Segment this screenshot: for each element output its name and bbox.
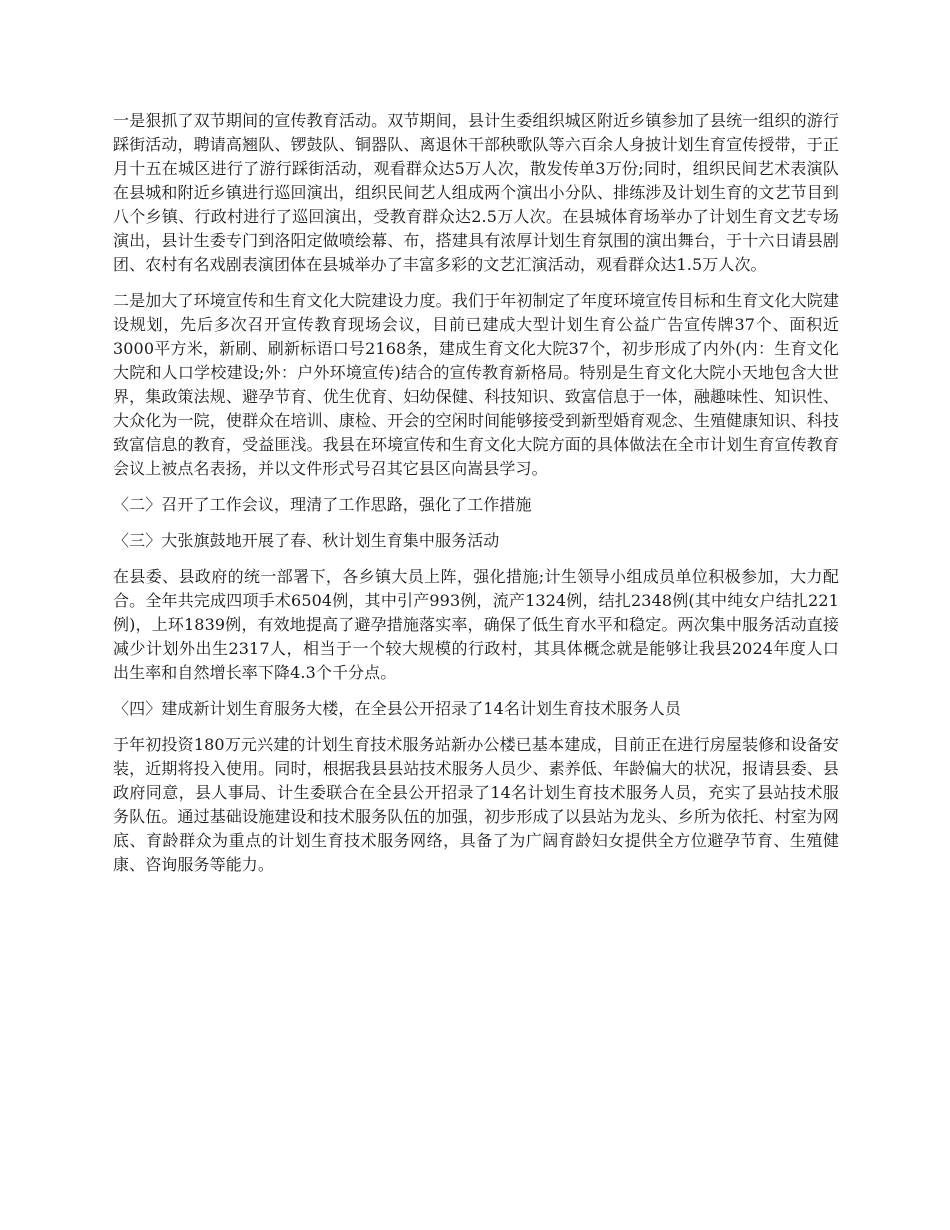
document-body [113,109,839,889]
paragraph-publicity-activities: 一是狠抓了双节期间的宣传教育活动。双节期间，县计生委组织城区附近乡镇参加了县统一组织的游行踩街活动，聘请高翘队、锣鼓队、铜器队、离退休干部秧歌队等六百余人身披计划生育宣传授带，于正月十五在城区进行了游行踩街活动，观看群众达5万人次，散发传单3万份;同时，组织民间艺术表演队在县城和附近乡镇进行巡回演出，组织民间艺人组成两个演出小分队、排练涉及计划生育的文艺节目到八个乡镇、行政村进行了巡回演出，受教育群众达2.5万人次。在县城体育场举办了计划生育文艺专场演出，县计生委专门到洛阳定做喷绘幕、布，搭建具有浓厚计划生育氛围的演出舞台，于十六日请县剧团、农村有名戏剧表演团体在县城举办了丰富多彩的文艺汇演活动，观看群众达1.5万人次。 [113,111,839,274]
paragraph-service-activities: 在县委、县政府的统一部署下，各乡镇大员上阵，强化措施;计生领导小组成员单位积极参加，大力配合。全年共完成四项手术6504例，其中引产993例，流产1324例，结扎2348例(其中纯女户结扎221例)，上环1839例，有效地提高了避孕措施落实率，确保了低生育水平和稳定。两次集中服务活动直接减少计划外出生2317人，相当于一个较大规模的行政村，其具体概念就是能够让我县2024年度人口出生率和自然增长率下降4.3个千分点。 [113,567,839,682]
section-heading-four: 〈四〉建成新计划生育服务大楼，在全县公开招录了14名计划生育技术服务人员 [113,699,681,718]
section-heading-two: 〈二〉召开了工作会议，理清了工作思路，强化了工作措施 [113,495,532,514]
section-heading-three: 〈三〉大张旗鼓地开展了春、秋计划生育集中服务活动 [113,531,500,550]
paragraph-service-building: 于年初投资180万元兴建的计划生育技术服务站新办公楼已基本建成，目前正在进行房屋装修和设备安装，近期将投入使用。同时，根据我县县站技术服务人员少、素养低、年龄偏大的状况，报请县委、县政府同意，县人事局、计生委联合在全县公开招录了14名计划生育技术服务人员，充实了县站技术服务队伍。通过基础设施建设和技术服务队伍的加强，初步形成了以县站为龙头、乡所为依托、村室为网底、育龄群众为重点的计划生育技术服务网络，具备了为广阔育龄妇女提供全方位避孕节育、生殖健康、咨询服务等能力。 [113,735,839,874]
paragraph-environment-publicity: 二是加大了环境宣传和生育文化大院建设力度。我们于年初制定了年度环境宣传目标和生育文化大院建设规划，先后多次召开宣传教育现场会议，目前已建成大型计划生育公益广告宣传牌37个、面积近3000平方米，新刷、刷新标语口号2168条，建成生育文化大院37个，初步形成了内外(内：生育文化大院和人口学校建设;外：户外环境宣传)结合的宣传教育新格局。特别是生育文化大院小天地包含大世界，集政策法规、避孕节育、优生优育、妇幼保健、科技知识、致富信息于一体，融趣味性、知识性、大众化为一院，使群众在培训、康检、开会的空闲时间能够接受到新型婚育观念、生殖健康知识、科技致富信息的教育，受益匪浅。我县在环境宣传和生育文化大院方面的具体做法在全市计划生育宣传教育会议上被点名表扬，并以文件形式号召其它县区向嵩县学习。 [113,291,839,478]
